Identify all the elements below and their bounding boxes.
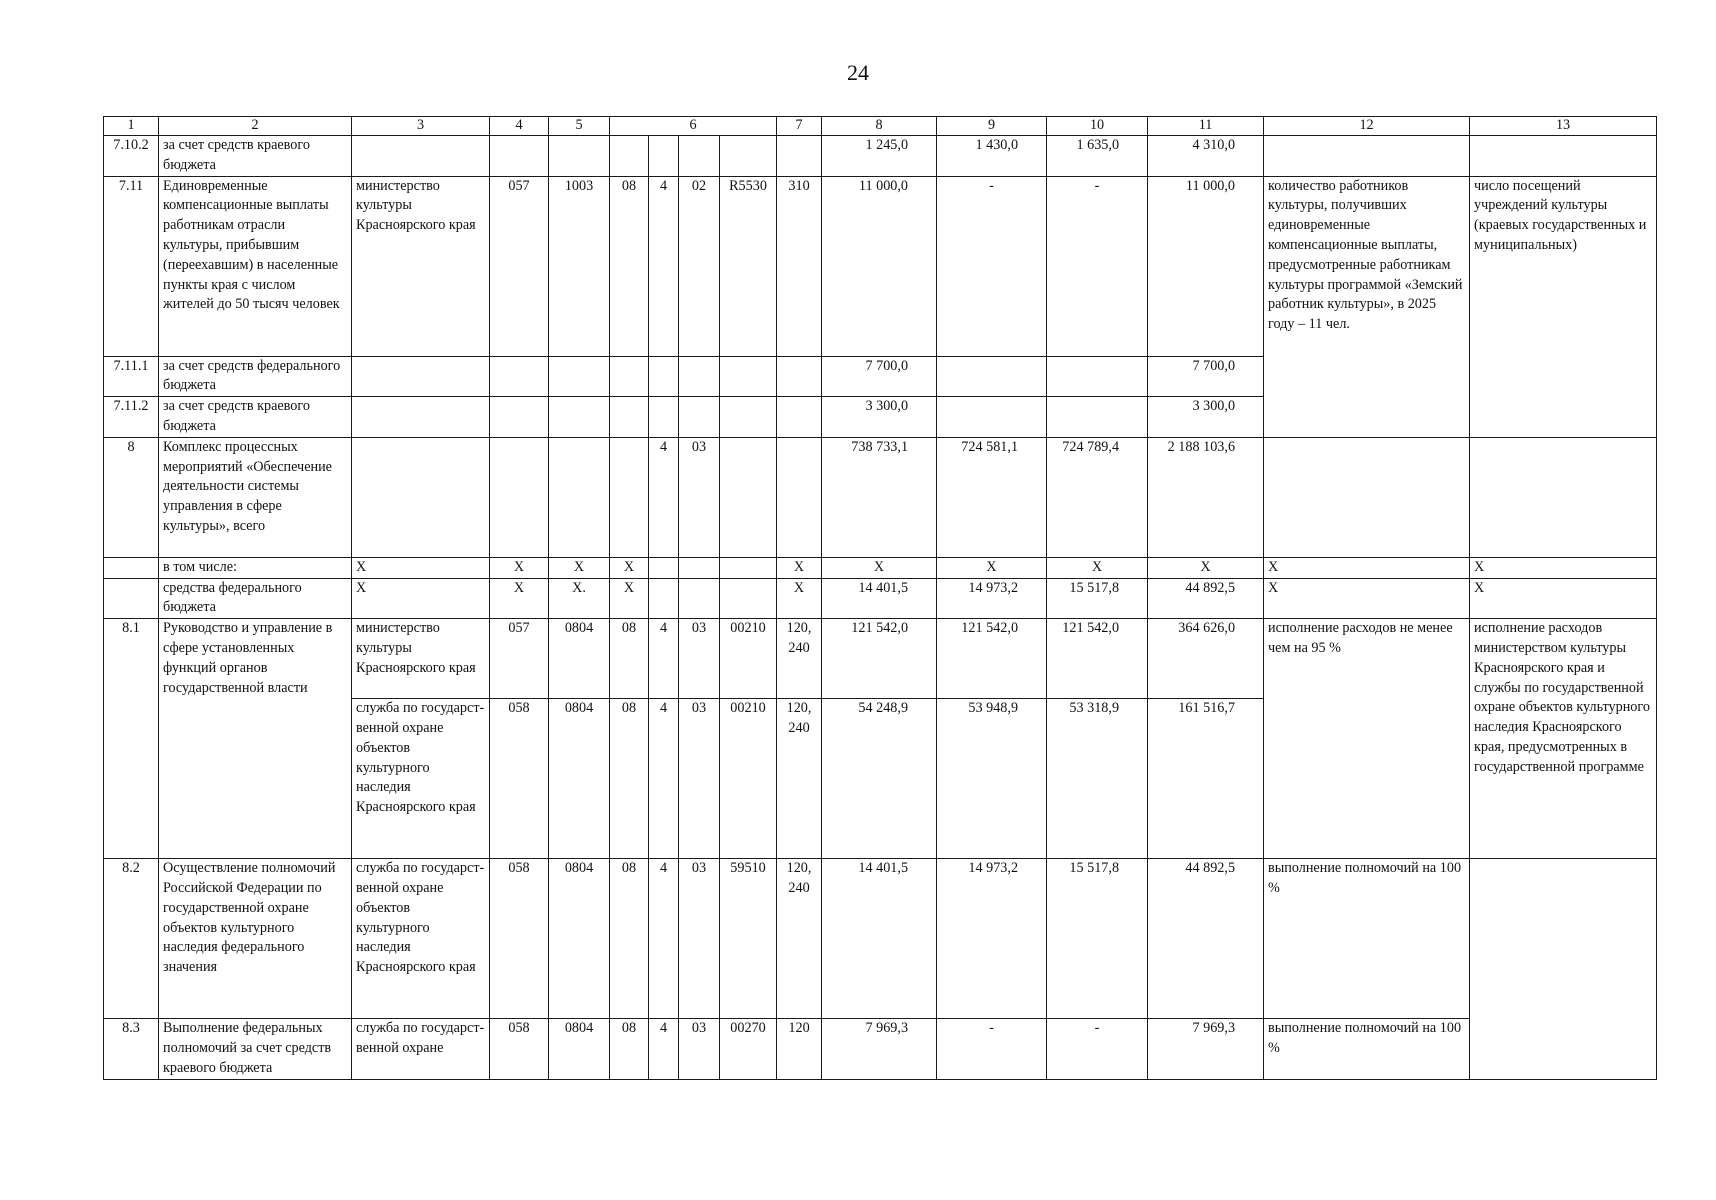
value-2025: 14 401,5 (822, 859, 937, 1019)
expected-result: исполнение расходов не менее чем на 95 % (1264, 619, 1470, 859)
grbs-name: служба по государст-венной охране объектов культурного наследия Красноярского края (352, 699, 490, 859)
x-mark: X (1047, 557, 1148, 578)
code-event: 03 (679, 619, 720, 699)
code-direction: R5530 (720, 176, 777, 356)
value-2027: 53 318,9 (1047, 699, 1148, 859)
row-number: 8.3 (104, 1019, 159, 1079)
table-row (104, 557, 1657, 578)
header-cell: 1 (104, 117, 159, 136)
x-mark: X (1470, 578, 1657, 619)
table-row (104, 578, 1657, 619)
value-2025: 11 000,0 (822, 176, 937, 356)
row-name: Осуществление полномочий Российской Федерации по государственной охране объектов культурного наследия федерального значения (159, 859, 352, 1019)
row-number: 7.11 (104, 176, 159, 356)
target-indicator-empty (1470, 859, 1657, 1079)
code-subprogram: 4 (649, 859, 679, 1019)
code-grbs: 058 (490, 1019, 549, 1079)
table-row (104, 859, 1657, 1019)
value-total: 44 892,5 (1148, 578, 1264, 619)
target-indicator: число посещений учреждений культуры (краевых государственных и муниципальных) (1470, 176, 1657, 437)
value-total: 2 188 103,6 (1148, 437, 1264, 557)
value-2026: 1 430,0 (937, 136, 1047, 177)
value-2027: 121 542,0 (1047, 619, 1148, 699)
value-2026: - (937, 176, 1047, 356)
code-event: 03 (679, 437, 720, 557)
row-number: 8.2 (104, 859, 159, 1019)
header-cell: 4 (490, 117, 549, 136)
row-name: средства федерального бюджета (159, 578, 352, 619)
header-cell: 13 (1470, 117, 1657, 136)
row-name: в том числе: (159, 557, 352, 578)
code-section: 0804 (549, 699, 610, 859)
value-2026: 14 973,2 (937, 578, 1047, 619)
value-2025: 738 733,1 (822, 437, 937, 557)
row-name: за счет средств краевого бюджета (159, 397, 352, 438)
code-subprogram: 4 (649, 176, 679, 356)
header-cell: 11 (1148, 117, 1264, 136)
value-2026: - (937, 1019, 1047, 1079)
x-mark: X (1264, 578, 1470, 619)
value-2025: 7 969,3 (822, 1019, 937, 1079)
value-total: 3 300,0 (1148, 397, 1264, 438)
x-mark: X (490, 557, 549, 578)
row-number: 7.10.2 (104, 136, 159, 177)
x-mark: X (610, 557, 649, 578)
value-2026: 121 542,0 (937, 619, 1047, 699)
code-program: 08 (610, 176, 649, 356)
code-direction: 00270 (720, 1019, 777, 1079)
row-name: Руководство и управление в сфере установленных функций органов государственной власти (159, 619, 352, 859)
code-event: 03 (679, 1019, 720, 1079)
value-2025: 121 542,0 (822, 619, 937, 699)
row-name: за счет средств федерального бюджета (159, 356, 352, 397)
header-cell: 10 (1047, 117, 1148, 136)
code-event: 03 (679, 859, 720, 1019)
code-vr: 120 (777, 1019, 822, 1079)
grbs-name: министерство культуры Красноярского края (352, 619, 490, 699)
code-event: 02 (679, 176, 720, 356)
expected-result: выполнение полномочий на 100 % (1264, 1019, 1470, 1079)
value-2027: 15 517,8 (1047, 578, 1148, 619)
x-mark: X (777, 578, 822, 619)
value-2025: 3 300,0 (822, 397, 937, 438)
code-subprogram: 4 (649, 619, 679, 699)
header-cell: 9 (937, 117, 1047, 136)
code-direction: 59510 (720, 859, 777, 1019)
expected-result: количество работников культуры, получивших единовременные компенсационные выплаты, предусмотренные работникам культуры программой «Земский работник культуры», в 2025 году – 11 чел. (1264, 176, 1470, 437)
header-row (104, 117, 1657, 136)
x-mark: X (549, 557, 610, 578)
header-cell: 6 (610, 117, 777, 136)
header-cell: 7 (777, 117, 822, 136)
code-section: 1003 (549, 176, 610, 356)
table-row (104, 619, 1657, 699)
row-number: 7.11.2 (104, 397, 159, 438)
row-number: 7.11.1 (104, 356, 159, 397)
code-subprogram: 4 (649, 437, 679, 557)
code-event: 03 (679, 699, 720, 859)
table-row (104, 1019, 1657, 1079)
code-grbs: 057 (490, 619, 549, 699)
code-vr: 120, 240 (777, 859, 822, 1019)
code-program: 08 (610, 699, 649, 859)
value-2025: 14 401,5 (822, 578, 937, 619)
x-mark: X. (549, 578, 610, 619)
value-2026: 724 581,1 (937, 437, 1047, 557)
row-name: Комплекс процессных мероприятий «Обеспечение деятельности системы управления в сфере культуры», всего (159, 437, 352, 557)
value-2027: 15 517,8 (1047, 859, 1148, 1019)
x-mark: X (352, 578, 490, 619)
x-mark: X (937, 557, 1047, 578)
code-vr: 310 (777, 176, 822, 356)
value-total: 11 000,0 (1148, 176, 1264, 356)
code-grbs: 058 (490, 699, 549, 859)
header-cell: 5 (549, 117, 610, 136)
value-2025: 54 248,9 (822, 699, 937, 859)
value-total: 4 310,0 (1148, 136, 1264, 177)
code-section: 0804 (549, 619, 610, 699)
row-name: за счет средств краевого бюджета (159, 136, 352, 177)
code-section: 0804 (549, 1019, 610, 1079)
grbs-name: служба по государст-венной охране объектов культурного наследия Красноярского края (352, 859, 490, 1019)
header-cell: 2 (159, 117, 352, 136)
header-cell: 12 (1264, 117, 1470, 136)
value-2027: - (1047, 176, 1148, 356)
code-program: 08 (610, 1019, 649, 1079)
value-2026: 53 948,9 (937, 699, 1047, 859)
x-mark: X (1148, 557, 1264, 578)
row-name: Единовременные компенсационные выплаты работникам отрасли культуры, прибывшим (переехавшим) в населенные пункты края с числом жителей до 50 тысяч человек (159, 176, 352, 356)
grbs-name: служба по государст-венной охране (352, 1019, 490, 1079)
table-row (104, 437, 1657, 557)
code-grbs: 058 (490, 859, 549, 1019)
row-number: 8 (104, 437, 159, 557)
target-indicator: исполнение расходов министерством культуры Красноярского края и службы по государственной охране объектов культурного наследия Красноярского края, предусмотренных в государственной программе (1470, 619, 1657, 859)
value-2026: 14 973,2 (937, 859, 1047, 1019)
value-2025: 1 245,0 (822, 136, 937, 177)
value-total: 7 700,0 (1148, 356, 1264, 397)
code-vr: 120, 240 (777, 619, 822, 699)
x-mark: X (822, 557, 937, 578)
value-2027: 1 635,0 (1047, 136, 1148, 177)
value-total: 364 626,0 (1148, 619, 1264, 699)
grbs-name: министерство культуры Красноярского края (352, 176, 490, 356)
row-number: 8.1 (104, 619, 159, 859)
x-mark: X (1470, 557, 1657, 578)
code-program: 08 (610, 859, 649, 1019)
value-total: 161 516,7 (1148, 699, 1264, 859)
code-program: 08 (610, 619, 649, 699)
table-row (104, 136, 1657, 177)
x-mark: X (777, 557, 822, 578)
value-total: 7 969,3 (1148, 1019, 1264, 1079)
code-subprogram: 4 (649, 1019, 679, 1079)
code-direction: 00210 (720, 619, 777, 699)
expected-result: выполнение полномочий на 100 % (1264, 859, 1470, 1019)
code-direction: 00210 (720, 699, 777, 859)
code-grbs: 057 (490, 176, 549, 356)
x-mark: X (490, 578, 549, 619)
x-mark: X (1264, 557, 1470, 578)
value-2025: 7 700,0 (822, 356, 937, 397)
code-section: 0804 (549, 859, 610, 1019)
code-subprogram: 4 (649, 699, 679, 859)
value-2027: 724 789,4 (1047, 437, 1148, 557)
code-vr: 120, 240 (777, 699, 822, 859)
value-total: 44 892,5 (1148, 859, 1264, 1019)
row-name: Выполнение федеральных полномочий за счет средств краевого бюджета (159, 1019, 352, 1079)
header-cell: 3 (352, 117, 490, 136)
x-mark: X (352, 557, 490, 578)
header-cell: 8 (822, 117, 937, 136)
x-mark: X (610, 578, 649, 619)
page-number: 24 (847, 60, 869, 85)
table-row (104, 176, 1657, 356)
program-table (103, 116, 1657, 1080)
value-2027: - (1047, 1019, 1148, 1079)
